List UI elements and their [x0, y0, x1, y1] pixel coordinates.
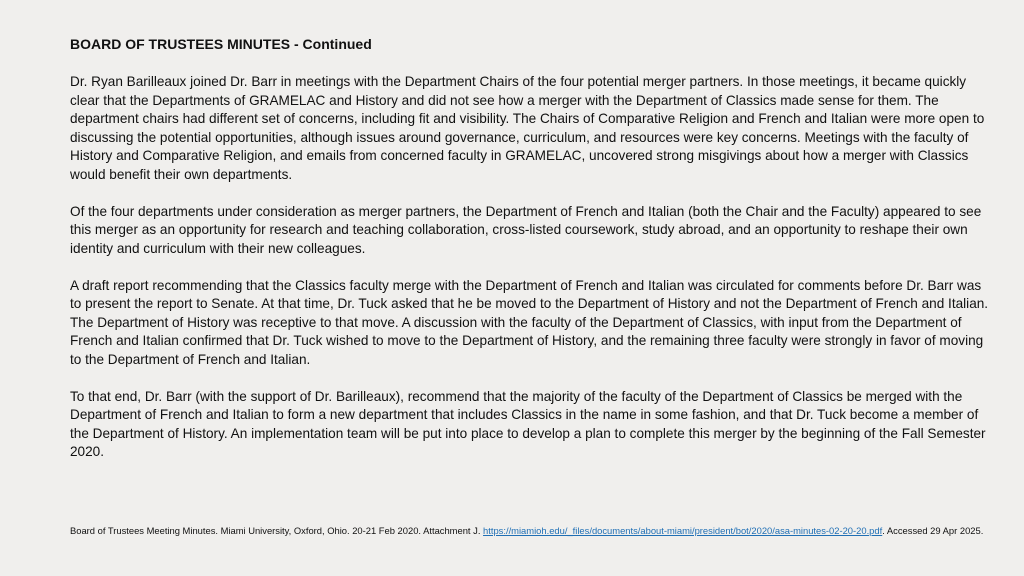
- footnote-prefix: Board of Trustees Meeting Minutes. Miami University, Oxford, Ohio. 20-21 Feb 2020. Attachment J.: [70, 525, 484, 536]
- paragraph-recommendation: To that end, Dr. Barr (with the support of Dr. Barilleaux), recommend that the majority of the faculty of the Department of Classics be merged with the Department of French and Italian to form a new department that includes Classics in the name in some fashion, and that Dr. Tuck become a member of the Department of History. An implementation team will be put into place to develop a plan to complete this merger by the beginning of the Fall Semester 2020.: [70, 388, 986, 459]
- footnote-link[interactable]: https://miamioh.edu/_files/documents/about-miami/president/bot/2020/asa-minutes-02-20-20.pdf: [483, 525, 883, 536]
- footnote-citation: [70, 524, 990, 537]
- paragraph-meetings: Dr. Ryan Barilleaux joined Dr. Barr in meetings with the Department Chairs of the four potential merger partners. In those meetings, it became quickly clear that the Departments of GRAMELAC and History and did not see how a merger with the Department of Classics made sense for them. The department chairs had different set of concerns, including fit and visibility. The Chairs of Comparative Religion and French and Italian were more open to discussing the potential opportunities, although issues around governance, curriculum, and resources were key concerns. Meetings with the faculty of History and Comparative Religion, and emails from concerned faculty in GRAMELAC, uncovered strong misgivings about how a merger with Classics would benefit their own departments.: [70, 74, 985, 182]
- paragraph-draft-report: A draft report recommending that the Classics faculty merge with the Department of French and Italian was circulated for comments before Dr. Barr was to present the report to Senate. At that time, Dr. Tuck asked that he be moved to the Department of History and not the Department of French and Italian. The Department of History was receptive to that move. A discussion with the faculty of the Department of Classics, with input from the Department of French and Italian confirmed that Dr. Tuck wished to move to the Department of History, and the remaining three faculty were strongly in favor of moving to the Department of French and Italian.: [70, 277, 989, 367]
- page-title: BOARD OF TRUSTEES MINUTES - Continued: [70, 36, 372, 52]
- minutes-content: [70, 35, 990, 480]
- footnote-suffix: . Accessed 29 Apr 2025.: [882, 525, 984, 536]
- paragraph-merger-partners: Of the four departments under consideration as merger partners, the Department of French and Italian (both the Chair and the Faculty) appeared to see this merger as an opportunity for research and teaching collaboration, cross-listed coursework, study abroad, and an opportunity to reshape their own identity and curriculum with their new colleagues.: [70, 203, 982, 256]
